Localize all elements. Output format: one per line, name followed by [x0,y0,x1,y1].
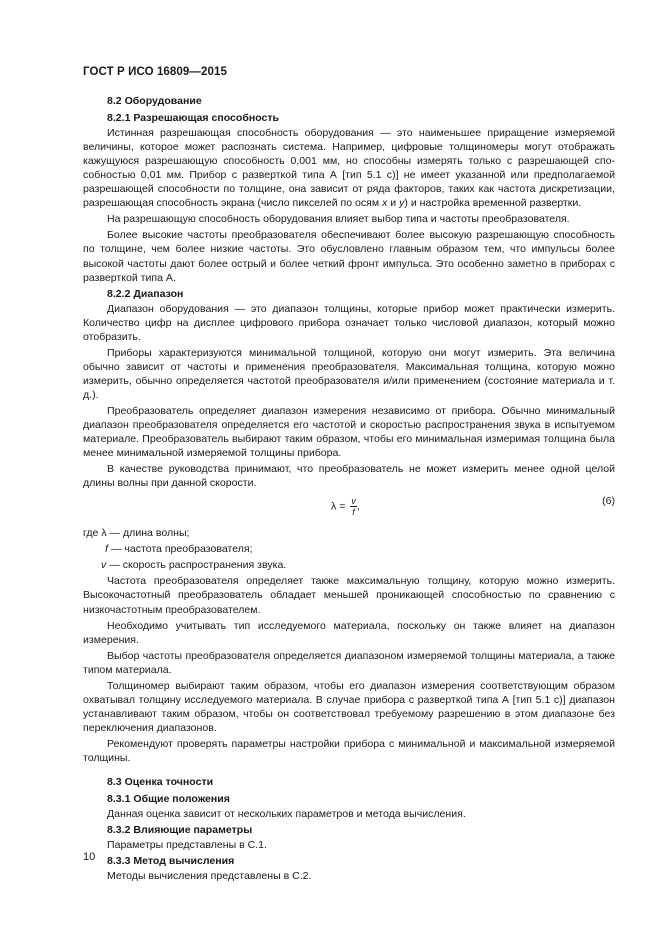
paragraph: На разрешающую способность оборудования влияет выбор типа и частоты преобразователя. [107,213,570,226]
legend-item: v — скорость распространения звука. [101,559,287,572]
document-body [83,94,615,885]
formula-number: (6) [602,495,615,508]
formula-expression: λ = $\frac{v}{f}$ , [331,496,360,518]
formula-legend [83,526,615,572]
formula-6 [83,494,615,520]
section-8-3-1-title: 8.3.1 Общие положения [107,793,230,806]
section-8-3-2-title: 8.3.2 Влияющие параметры [107,824,253,837]
paragraph: Приборы характеризуются минимальной толщиной, которую они могут измерить. Эта величина обычно зависит от частоты и применения преобразователя. Максимальная толщина, которую можно измерить, обычно определяется частотой преобразователя и/или применением (состояние материала и т. д.). [83,346,615,401]
paragraph: Частота преобразователя определяет также максимальную толщину, которую можно измерить. Высокочастотный преобразователь обладает меньшей проникающей способностью по сравнению с низкочастотным преобразователем. [83,575,615,616]
formula-fraction: $\frac{v}{f}$ [351,496,356,518]
section-8-2-1-title: 8.2.1 Разрешающая способность [107,112,280,125]
legend-item: f — частота преобразователя; [105,543,253,556]
section-8-3-title: 8.3 Оценка точности [107,776,214,789]
section-8-3-3-title: 8.3.3 Метод вычисления [107,855,235,868]
section-8-2-2-title: 8.2.2 Диапазон [107,287,184,300]
paragraph: Преобразователь определяет диапазон измерения независимо от прибора. Обычно минимальный диапазон преобразователя определяется его частотой и скоростью распространения звука в испытуемом материале. Преобразователь выбирают таким образом, чтобы его минимальная измеримая толщина была менее минимальной измеряемой толщины прибора. [83,404,615,460]
paragraph: Истинная разрешающая способность оборудования — это наименьшее приращение измеряемой величины, которое может распознать система. Например, цифровые толщиномеры могут отображать кажущуюся разрешающую способность 0,001 мм, но способны измерять только с разрешающей способностью 0,01 мм. Прибор с разверткой типа А [тип 5.1 с)] не имеет указанной или предполагаемой разрешающей способности по толщине, она зависит от ряда факторов, таких как частота дискретизации, разрешающая способность экрана (число пикселей по осям x и y) и настройка временной развертки. [83,127,615,210]
paragraph: Необходимо учитывать тип исследуемого материала, поскольку он также влияет на диапазон измерения. [83,619,615,646]
paragraph: Диапазон оборудования — это диапазон толщины, которые прибор может практически измерить. Количество цифр на дисплее цифрового прибора означает только числовой диапазон, который можно отобразить. [83,302,615,343]
paragraph: Толщиномер выбирают таким образом, чтобы его диапазон измерения соответствующим образом охватывал толщину исследуемого материала. В случае прибора с разверткой типа А [тип 5.1 с)] диапазон устанавливают таким образом, чтобы он соответствовал требуемому разрешению в этом диапазоне без переключения диапазонов. [83,679,615,734]
page-number: 10 [83,851,96,863]
paragraph: Методы вычисления представлены в С.2. [107,870,312,883]
legend-item: где λ — длина волны; [83,527,190,540]
paragraph: Более высокие частоты преобразователя обеспечивают более высокую разрешающую способность по толщине, чем более низкие частоты. Это обусловлено главным образом тем, что импульсы более высокой частоты дают более острый и более четкий фронт импульса. Это особенно заметно в приборах с разверткой типа А. [83,229,615,284]
paragraph: В качестве руководства принимают, что преобразователь не может измерить менее одной целой длины волны при данной скорости. [83,463,615,490]
document-header: ГОСТ Р ИСО 16809—2015 [83,66,228,78]
paragraph: Данная оценка зависит от нескольких параметров и метода вычисления. [107,808,466,821]
paragraph: Рекомендуют проверять параметры настройки прибора с минимальной и максимальной измеряемой толщины. [83,737,615,764]
section-8-2-title: 8.2 Оборудование [107,95,202,107]
paragraph: Выбор частоты преобразователя определяется диапазоном измеряемой толщины материала, а также типом материала. [83,649,615,676]
paragraph: Параметры представлены в С.1. [107,839,267,852]
